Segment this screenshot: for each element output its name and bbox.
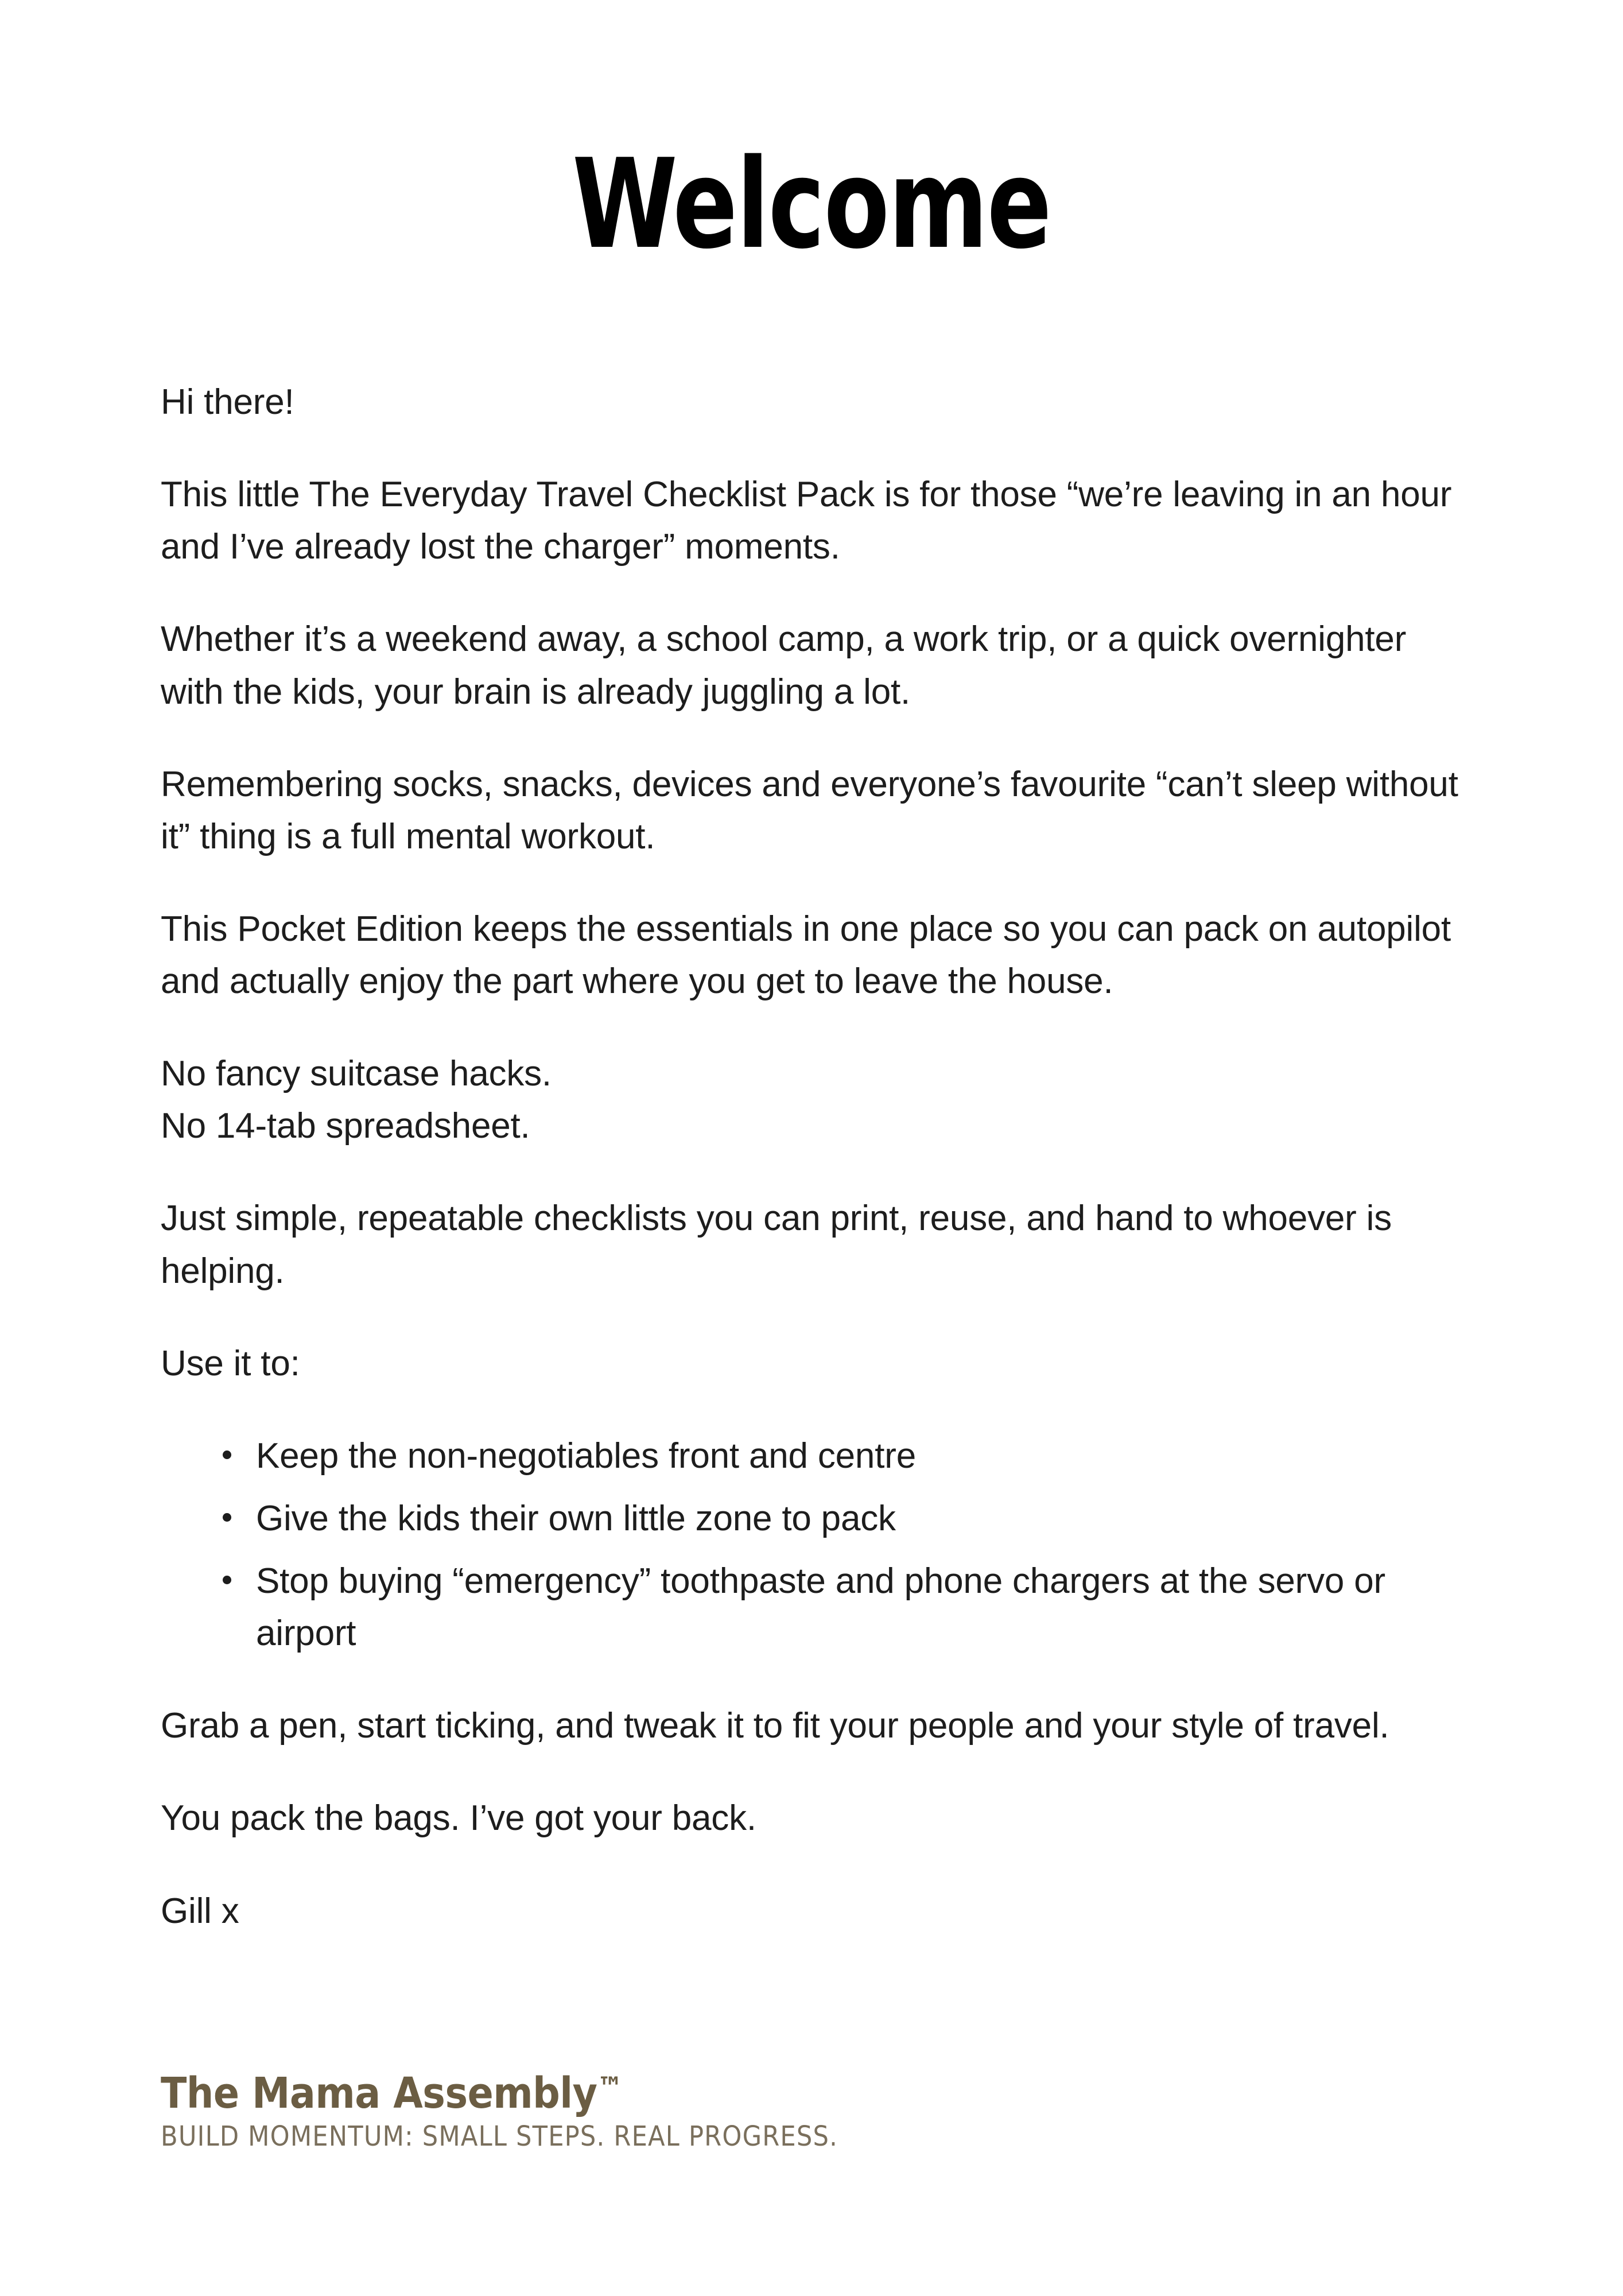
list-item: [223, 1555, 1462, 1659]
intro-paragraph-1: This little The Everyday Travel Checklist Pack is for those “we’re leaving in an hour and I’ve already lost the charger” moments.: [161, 475, 1452, 567]
intro-paragraph-4: This Pocket Edition keeps the essentials in one place so you can pack on autopilot and actually enjoy the part where you get to leave the house.: [161, 909, 1451, 1001]
closing-paragraph-2: You pack the bags. I’ve got your back.: [161, 1798, 756, 1839]
use-it-to-list: [161, 1430, 1462, 1660]
signature: Gill x: [161, 1891, 239, 1931]
list-item-label: Give the kids their own little zone to pack: [256, 1498, 896, 1538]
just-simple-paragraph: Just simple, repeatable checklists you can print, reuse, and hand to whoever is helping.: [161, 1199, 1392, 1291]
brand-name: [161, 2070, 838, 2117]
brand-footer: [161, 2070, 838, 2154]
list-item-label: Stop buying “emergency” toothpaste and phone chargers at the servo or airport: [256, 1561, 1385, 1654]
bullet-dot-icon: [223, 1450, 231, 1459]
closing-paragraph-1: Grab a pen, start ticking, and tweak it to fit your people and your style of travel.: [161, 1706, 1389, 1746]
intro-paragraph-2: Whether it’s a weekend away, a school camp, a work trip, or a quick overnighter with the kids, your brain is already juggling a lot.: [161, 619, 1407, 712]
list-item: [223, 1492, 1462, 1545]
use-it-to-label: Use it to:: [161, 1343, 300, 1383]
page-title: Welcome: [572, 132, 1051, 276]
bullet-dot-icon: [223, 1513, 231, 1522]
greeting-paragraph: Hi there!: [161, 382, 294, 422]
bullet-dot-icon: [223, 1576, 231, 1584]
list-item-label: Keep the non-negotiables front and centre: [256, 1436, 916, 1476]
letter-body: [161, 376, 1462, 1937]
brand-tagline: BUILD MOMENTUM: SMALL STEPS. REAL PROGRESS.: [161, 2120, 838, 2153]
brand-name-text: The Mama Assembly: [161, 2069, 597, 2119]
title-block: [161, 0, 1462, 276]
trademark-icon: ™: [597, 2071, 623, 2105]
intro-paragraph-3: Remembering socks, snacks, devices and everyone’s favourite “can’t sleep without it” thing is a full mental workout.: [161, 764, 1458, 856]
no-line-1: No fancy suitcase hacks.: [161, 1054, 552, 1094]
no-line-2: No 14-tab spreadsheet.: [161, 1106, 530, 1146]
list-item: [223, 1430, 1462, 1482]
